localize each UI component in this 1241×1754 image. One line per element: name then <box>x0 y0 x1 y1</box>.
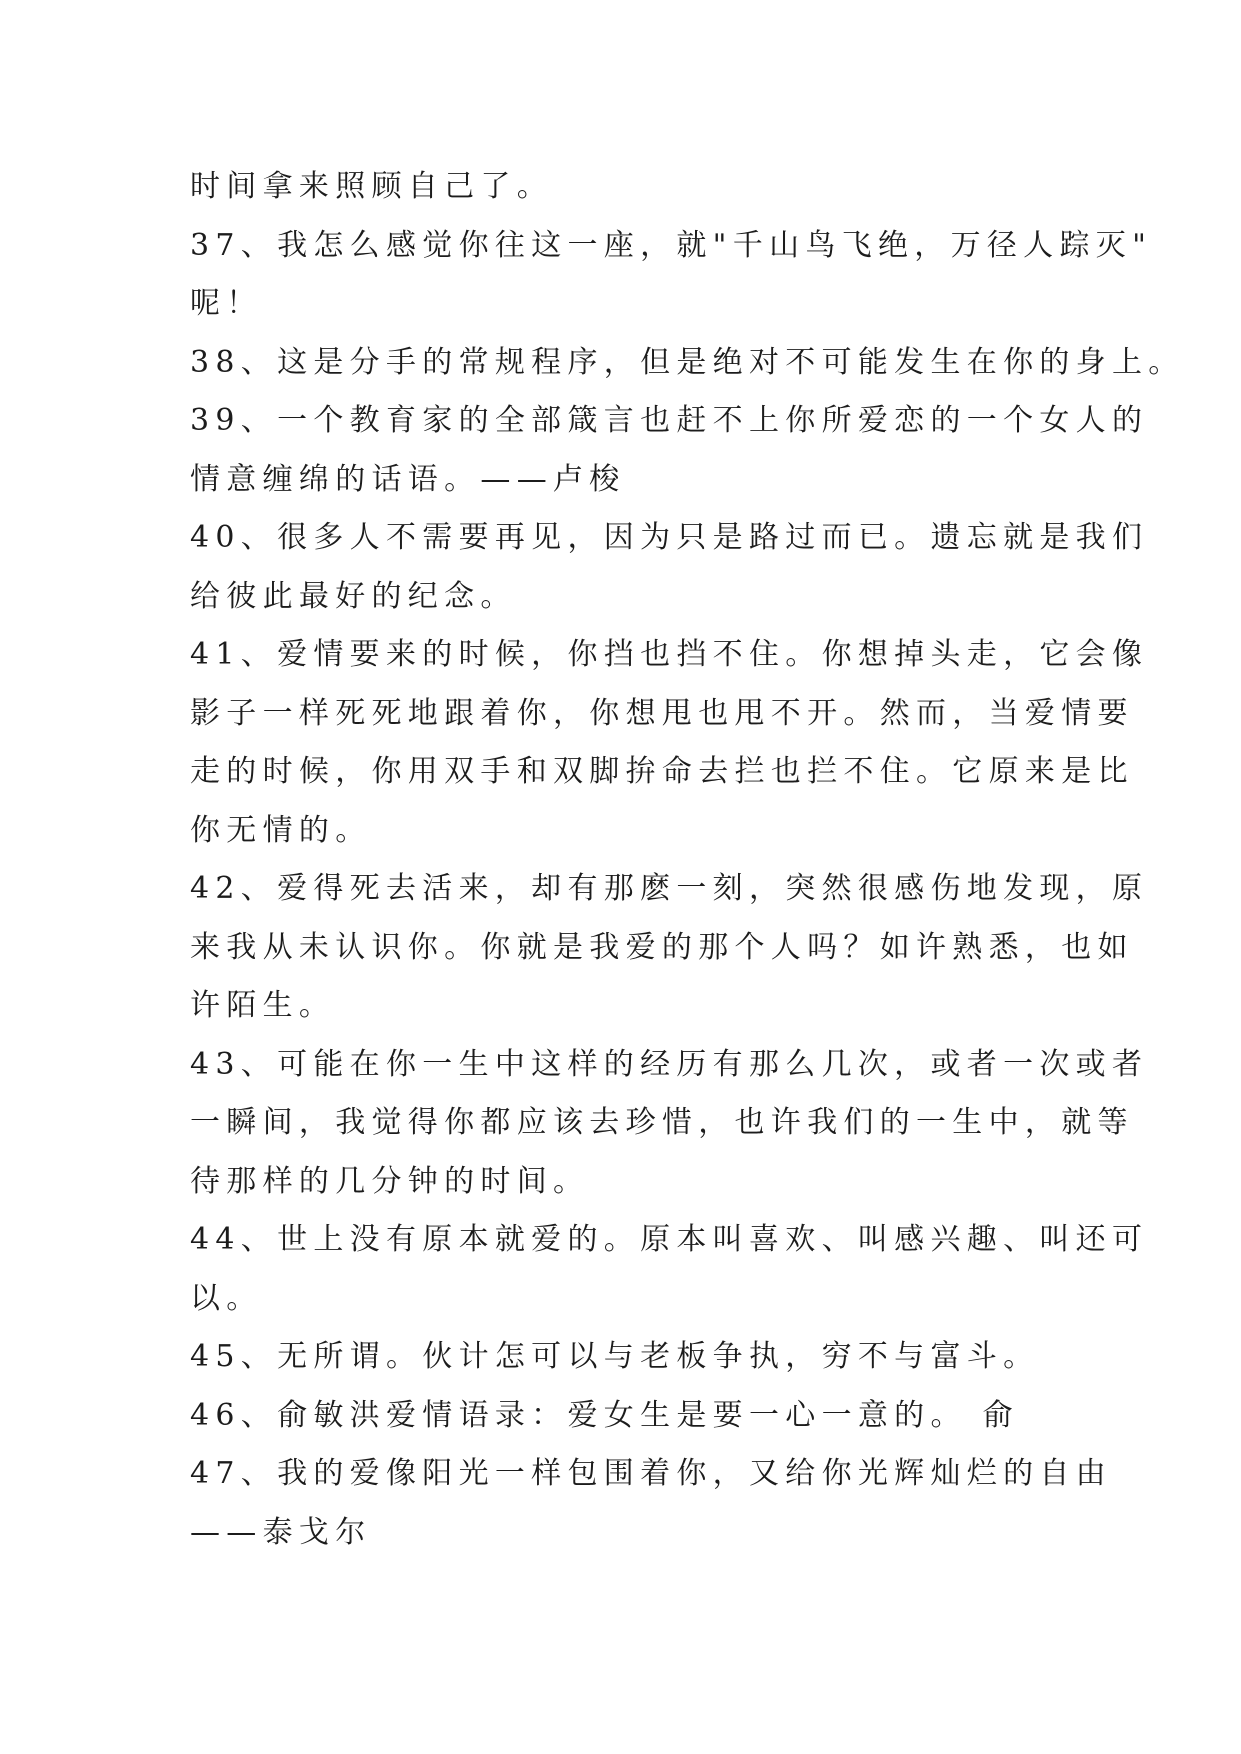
text-line-18: 待那样的几分钟的时间。 <box>190 1163 590 1199</box>
text-line-2: 37、我怎么感觉你往这一座，就"千山鸟飞绝，万径人踪灭" <box>190 227 1153 263</box>
text-line-22: 46、俞敏洪爱情语录：爱女生是要一心一意的。 俞 <box>190 1397 1019 1433</box>
text-line-13: 42、爱得死去活来，却有那麽一刻，突然很感伤地发现，原 <box>190 871 1149 906</box>
text-line-19: 44、世上没有原本就爱的。原本叫喜欢、叫感兴趣、叫还可 <box>190 1222 1149 1257</box>
text-line-5: 39、一个教育家的全部箴言也赶不上你所爱恋的一个女人的 <box>190 403 1149 438</box>
text-line-4: 38、这是分手的常规程序，但是绝对不可能发生在你的身上。 <box>190 344 1185 380</box>
text-line-8: 给彼此最好的纪念。 <box>190 578 517 614</box>
text-line-1: 时间拿来照顾自己了。 <box>190 169 553 204</box>
text-line-3: 呢！ <box>190 286 263 321</box>
text-line-23: 47、我的爱像阳光一样包围着你，又给你光辉灿烂的自由 <box>190 1456 1112 1491</box>
text-line-11: 走的时候，你用双手和双脚拚命去拦也拦不住。它原来是比 <box>190 754 1134 789</box>
text-line-10: 影子一样死死地跟着你，你想甩也甩不开。然而，当爱情要 <box>190 695 1134 731</box>
text-line-15: 许陌生。 <box>190 988 336 1023</box>
text-line-20: 以。 <box>190 1280 263 1316</box>
text-line-24: ——泰戈尔 <box>190 1514 372 1550</box>
text-line-9: 41、爱情要来的时候，你挡也挡不住。你想掉头走，它会像 <box>190 637 1149 672</box>
text-line-21: 45、无所谓。伙计怎可以与老板争执，穷不与富斗。 <box>190 1339 1040 1374</box>
text-line-17: 一瞬间，我觉得你都应该去珍惜，也许我们的一生中，就等 <box>190 1105 1134 1140</box>
text-line-6: 情意缠绵的话语。——卢梭 <box>190 461 626 497</box>
text-line-12: 你无情的。 <box>190 812 372 848</box>
text-line-16: 43、可能在你一生中这样的经历有那么几次，或者一次或者 <box>190 1046 1149 1082</box>
text-line-7: 40、很多人不需要再见，因为只是路过而已。遗忘就是我们 <box>190 520 1149 555</box>
document-body <box>190 158 1185 1562</box>
text-line-14: 来我从未认识你。你就是我爱的那个人吗？如许熟悉，也如 <box>190 929 1134 965</box>
